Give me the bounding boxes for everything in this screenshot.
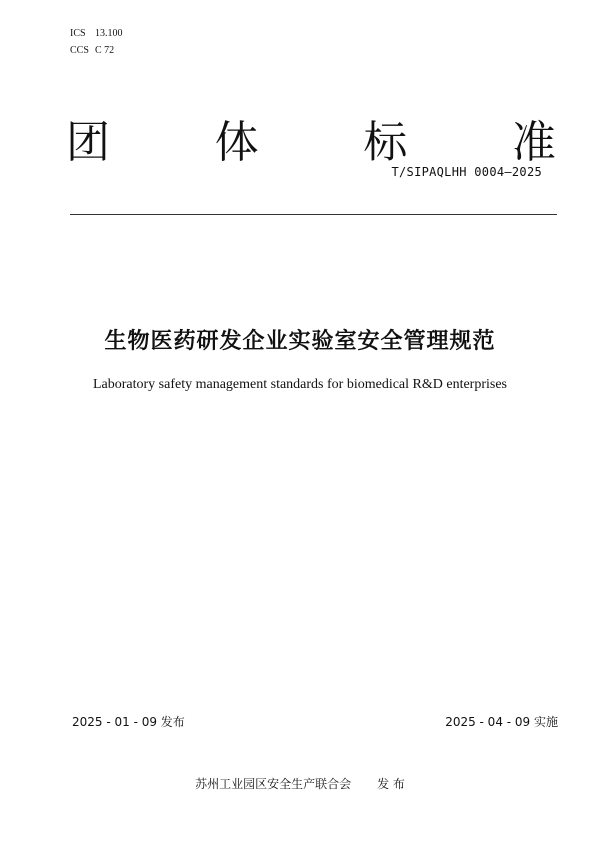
standard-type-char: 团 (66, 117, 110, 168)
standard-type-char: 体 (214, 117, 259, 168)
ccs-classification (70, 45, 114, 57)
issue-date: 2025 - 01 - 09 发布 (72, 715, 185, 729)
ics-classification (70, 28, 123, 40)
publisher-line (0, 776, 600, 792)
implementation-date: 2025 - 04 - 09 实施 (445, 715, 558, 729)
standard-number: T/SIPAQLHH 0004—2025 (391, 165, 542, 179)
ccs-label: CCS (70, 45, 89, 56)
header-divider (70, 214, 557, 215)
publisher-name: 苏州工业园区安全生产联合会 (195, 777, 352, 791)
document-title-english: Laboratory safety management standards for biomedical R&D enterprises (92, 377, 508, 392)
standard-type-heading (66, 118, 556, 168)
standard-type-char: 标 (363, 117, 408, 168)
document-title-chinese: 生物医药研发企业实验室安全管理规范 (104, 329, 496, 354)
ics-value: 13.100 (95, 28, 123, 39)
publisher-action: 发 布 (377, 777, 405, 791)
ccs-value: C 72 (95, 45, 115, 56)
standard-type-char: 准 (511, 117, 556, 168)
ics-label: ICS (70, 28, 86, 39)
